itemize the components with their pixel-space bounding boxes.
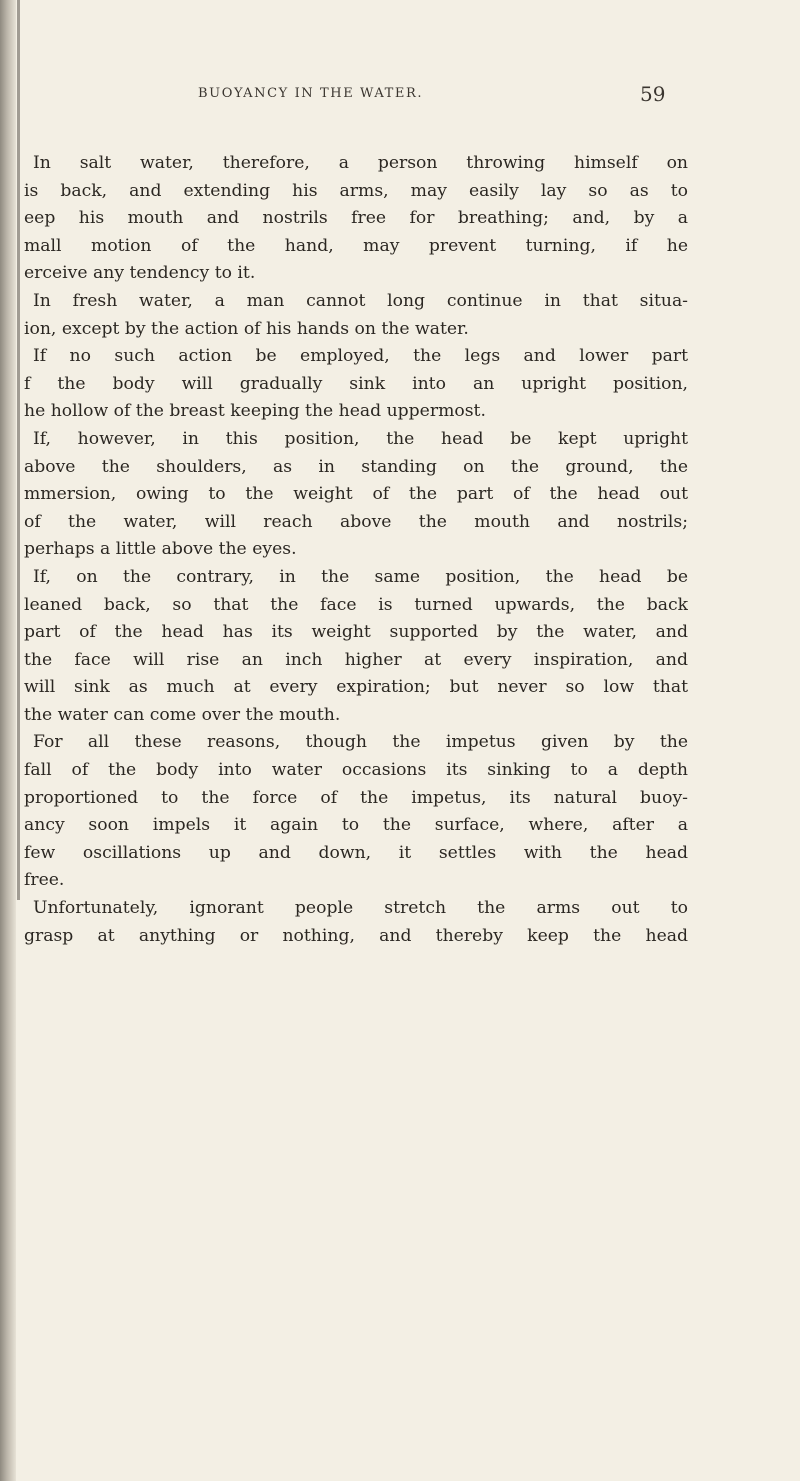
text-line: If, however, in this position, the head be kept upright	[33, 428, 688, 449]
text-line: will sink as much at every expiration; but never so low that	[24, 677, 688, 698]
text-line: few oscillations up and down, it settles with the head	[24, 842, 688, 863]
text-line: In salt water, therefore, a person throwing himself on	[33, 153, 688, 173]
text-line: the face will rise an inch higher at every inspiration, and	[24, 649, 688, 670]
book-page	[24, 0, 794, 1481]
text-line: ancy soon impels it again to the surface, where, after a	[24, 815, 688, 836]
text-line: In fresh water, a man cannot long continue in that situa-	[33, 290, 688, 311]
text-line: f the body will gradually sink into an upright position,	[24, 373, 688, 394]
text-line: the water can come over the mouth.	[24, 704, 341, 725]
text-line: mmersion, owing to the weight of the part of the head out	[24, 484, 688, 505]
text-line: ion, except by the action of his hands on the water.	[24, 318, 469, 339]
text-line: part of the head has its weight supported by the water, and	[24, 622, 688, 643]
text-line: he hollow of the breast keeping the head uppermost.	[24, 401, 486, 422]
page-number: 59	[640, 82, 666, 106]
gutter-shadow-line	[17, 0, 20, 900]
text-line: proportioned to the force of the impetus, its natural buoy-	[24, 787, 688, 808]
body-text	[24, 150, 688, 950]
text-line: of the water, will reach above the mouth and nostrils;	[24, 511, 688, 532]
text-line: free.	[24, 870, 65, 891]
text-line: is back, and extending his arms, may easily lay so as to	[24, 180, 688, 201]
text-line: erceive any tendency to it.	[24, 263, 256, 284]
text-line: For all these reasons, though the impetus given by the	[33, 732, 688, 753]
text-line: mall motion of the hand, may prevent turning, if he	[24, 235, 688, 256]
running-head	[24, 84, 794, 110]
text-line: above the shoulders, as in standing on the ground, the	[24, 456, 688, 477]
text-line: If no such action be employed, the legs and lower part	[33, 346, 688, 367]
text-line: Unfortunately, ignorant people stretch the arms out to	[33, 898, 688, 919]
book-binding-gutter	[0, 0, 16, 1481]
text-line: fall of the body into water occasions its sinking to a depth	[24, 760, 688, 781]
running-title: BUOYANCY IN THE WATER.	[198, 86, 424, 101]
text-line: perhaps a little above the eyes.	[24, 539, 297, 560]
text-line: If, on the contrary, in the same position, the head be	[33, 566, 688, 587]
text-line: leaned back, so that the face is turned upwards, the back	[24, 594, 688, 615]
text-line: eep his mouth and nostrils free for breathing; and, by a	[24, 208, 688, 229]
text-line: grasp at anything or nothing, and thereby keep the head	[24, 925, 688, 946]
